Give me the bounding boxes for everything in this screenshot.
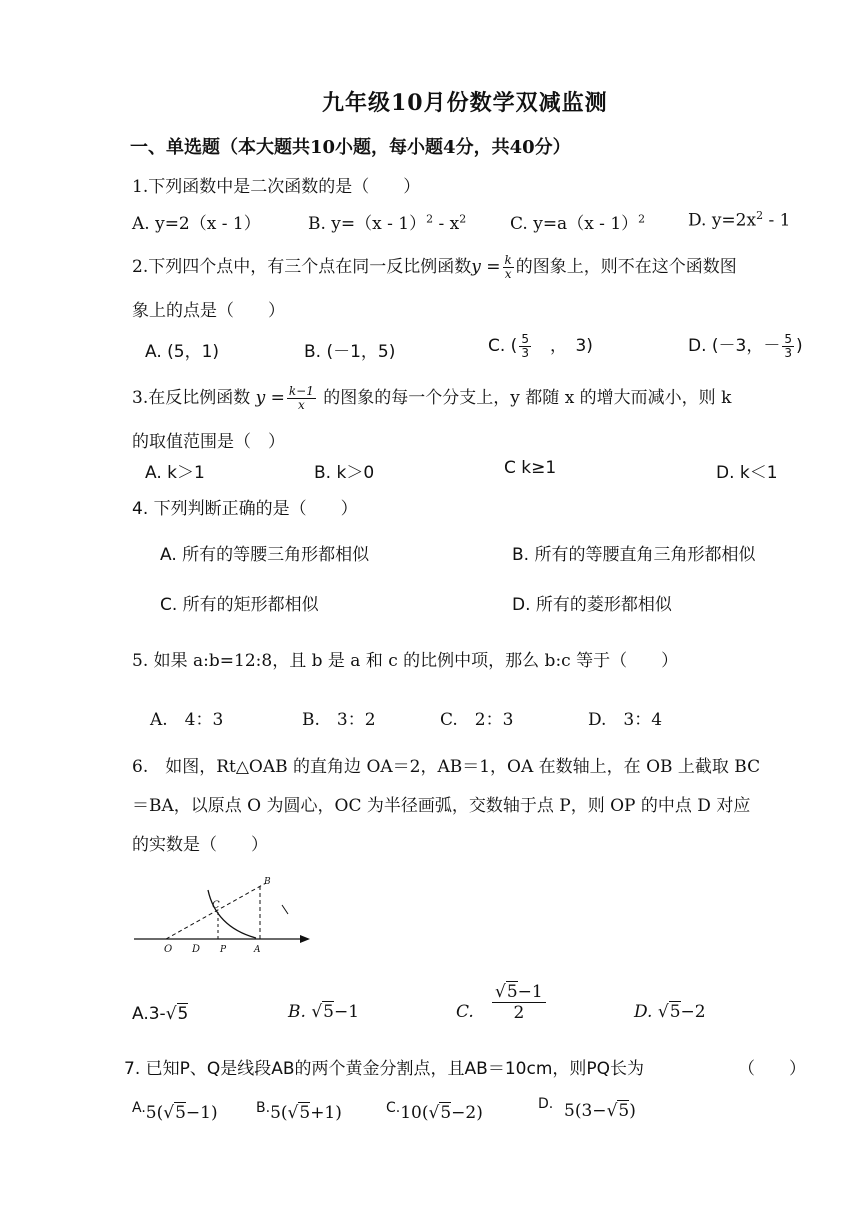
q3-option-d: D. k＜1 <box>716 463 778 483</box>
q6-option-c-label: C. <box>456 1002 474 1022</box>
q5-option-c: C. 2：3 <box>440 710 514 730</box>
question-7-stem: 7. 已知P、Q是线段AB的两个黄金分割点，且AB＝10cm，则PQ长为 <box>124 1059 645 1079</box>
q1-option-a: A. y=2（x - 1） <box>132 214 261 234</box>
q2-option-d: D. (－3，－ $\frac{5}{3}$ ) <box>688 331 803 360</box>
q6-option-a: A.3-√5 <box>132 1004 189 1024</box>
q4-option-b: B. 所有的等腰直角三角形都相似 <box>512 545 756 565</box>
q7-option-c: $^{C.}$10(√5−2) <box>386 1100 483 1123</box>
question-6-line1: 6. 如图，Rt△OAB 的直角边 OA＝2，AB＝1，OA 在数轴上，在 OB 上截取 BC <box>132 757 761 777</box>
q4-option-a: A. 所有的等腰三角形都相似 <box>160 545 370 565</box>
q4-option-c: C. 所有的矩形都相似 <box>160 595 319 615</box>
label-d: D <box>192 944 201 955</box>
question-2-stem: 2.下列四个点中，有三个点在同一反比例函数y = $\frac{k}{x}$ 的图象上，则不在这个函数图 <box>132 253 737 281</box>
q3-option-b: B. k＞0 <box>314 463 375 483</box>
q5-option-b: B. 3：2 <box>302 710 376 730</box>
question-3-stem-line2: 的取值范围是（ ） <box>132 432 285 452</box>
pen-mark <box>282 905 288 914</box>
q5-option-d: D. 3：4 <box>588 710 663 730</box>
q3-option-c: C k≥1 <box>504 458 557 478</box>
question-7-paren: （ ） <box>738 1059 806 1079</box>
question-4-stem: 4. 下列判断正确的是（ ） <box>132 499 358 519</box>
q6-option-c: √5−1 2 <box>492 982 546 1023</box>
q5-option-a: A. 4：3 <box>150 710 224 730</box>
question-2-stem-line2: 象上的点是（ ） <box>132 301 285 321</box>
section-heading: 一、单选题（本大题共10小题，每小题4分，共40分） <box>130 137 571 158</box>
page-title: 九年级10月份数学双减监测 <box>322 90 608 116</box>
number-line-figure <box>128 872 328 962</box>
q2-option-b: B. (－1，5) <box>304 342 396 362</box>
question-6-line3: 的实数是（ ） <box>132 835 268 855</box>
label-p: P <box>220 945 227 955</box>
q7-option-a: $^{A.}$5(√5−1) <box>132 1100 218 1123</box>
q1-option-b: B. $y=(x - 1)^2 - x^2$ <box>308 212 467 234</box>
q7-option-d: $^{D.}$ 5(3−√5) <box>538 1096 636 1121</box>
question-6-line2: ＝BA，以原点 O 为圆心，OC 为半径画弧，交数轴于点 P，则 OP 的中点 D 对应 <box>132 796 751 816</box>
q1-option-d: D. $y=2x^2 - 1$ <box>688 209 791 231</box>
question-5-stem: 5. 如果 a:b=12:8，且 b 是 a 和 c 的比例中项，那么 b:c 等于（ ） <box>132 651 679 671</box>
arc-oc <box>208 890 256 938</box>
q4-option-d: D. 所有的菱形都相似 <box>512 595 672 615</box>
label-c: C <box>212 900 220 911</box>
label-a: A <box>254 945 261 955</box>
q3-option-a: A. k＞1 <box>145 463 205 483</box>
q2-option-a: A. (5，1) <box>145 342 220 362</box>
q1-option-c: C. y=a（x - 1）$^2$ <box>510 212 646 234</box>
q6-option-b: B. √5−1 <box>288 1002 360 1022</box>
label-b: B <box>264 877 271 887</box>
q2-option-c: C. ( $\frac{5}{3}$ ， 3) <box>488 331 593 360</box>
q6-option-d: D. √5−2 <box>634 1002 706 1022</box>
q7-option-b: $^{B.}$5(√5+1) <box>256 1100 342 1123</box>
question-1-stem: 1.下列函数中是二次函数的是（ ） <box>132 177 421 197</box>
label-o: O <box>164 944 173 955</box>
question-3-stem: 3.在反比例函数 y = $\frac{k-1}{x}$ 的图象的每一个分支上，y 都随 x 的增大而减小，则 k <box>132 384 732 412</box>
